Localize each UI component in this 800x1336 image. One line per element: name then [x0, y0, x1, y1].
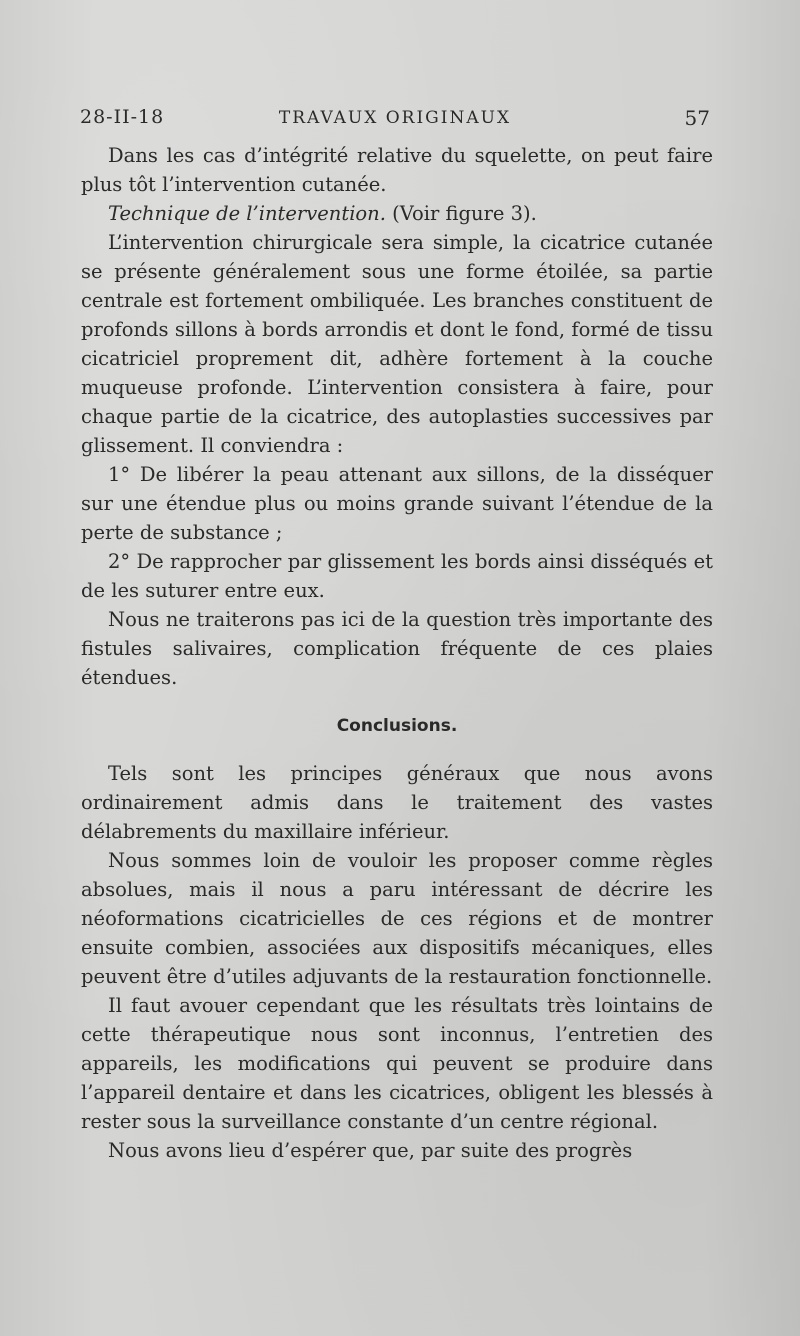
article-body — [81, 141, 713, 1165]
page-number: 57 — [684, 106, 710, 130]
header-section-title: TRAVAUX ORIGINAUX — [278, 108, 512, 128]
paragraph: Nous sommes loin de vouloir les proposer comme règles absolues, mais il nous a paru intéressant de décrire les néoformations cicatricielles de ces régions et de montrer ensuite combien, associées aux dispositifs mécaniques, elles peuvent être d’utiles adjuvants de la restauration fonctionnelle. — [81, 849, 713, 988]
figure-reference: (Voir figure 3). — [385, 202, 537, 225]
list-item-2: 2° De rapprocher par glissement les bords ainsi disséqués et de les suturer entre eux. — [81, 550, 713, 602]
technique-subtitle: Technique de l’intervention. — [108, 202, 386, 225]
header-date: 28-II-18 — [80, 106, 165, 128]
paragraph: Nous avons lieu d’espérer que, par suite des progrès — [108, 1139, 633, 1162]
paragraph: Dans les cas d’intégrité relative du squelette, on peut faire plus tôt l’intervention cutanée. — [81, 144, 713, 196]
paragraph: L’intervention chirurgicale sera simple, la cicatrice cutanée se présente généralement sous une forme étoilée, sa partie centrale est fortement ombiliquée. Les branches constituent de profonds sillons à bords arrondis et dont le fond, formé de tissu cicatriciel proprement dit, adhère fortement à la couche muqueuse profonde. L’intervention consistera à faire, pour chaque partie de la cicatrice, des autoplasties successives par glissement. Il conviendra : — [81, 231, 713, 457]
running-header — [80, 106, 710, 134]
paragraph: Nous ne traiterons pas ici de la question très importante des fistules salivaires, complication fréquente de ces plaies étendues. — [81, 608, 713, 689]
section-heading-conclusions: Conclusions. — [336, 716, 458, 736]
paragraph-technique — [81, 199, 713, 228]
list-item-1: 1° De libérer la peau attenant aux sillons, de la disséquer sur une étendue plus ou moins grande suivant l’étendue de la perte de substance ; — [81, 463, 713, 544]
paragraph: Tels sont les principes généraux que nous avons ordinairement admis dans le traitement des vastes délabrements du maxillaire inférieur. — [81, 762, 713, 843]
paragraph: Il faut avouer cependant que les résultats très lointains de cette thérapeutique nous sont inconnus, l’entretien des appareils, les modifications qui peuvent se produire dans l’appareil dentaire et dans les cicatrices, obligent les blessés à rester sous la surveillance constante d’un centre régional. — [81, 994, 713, 1133]
